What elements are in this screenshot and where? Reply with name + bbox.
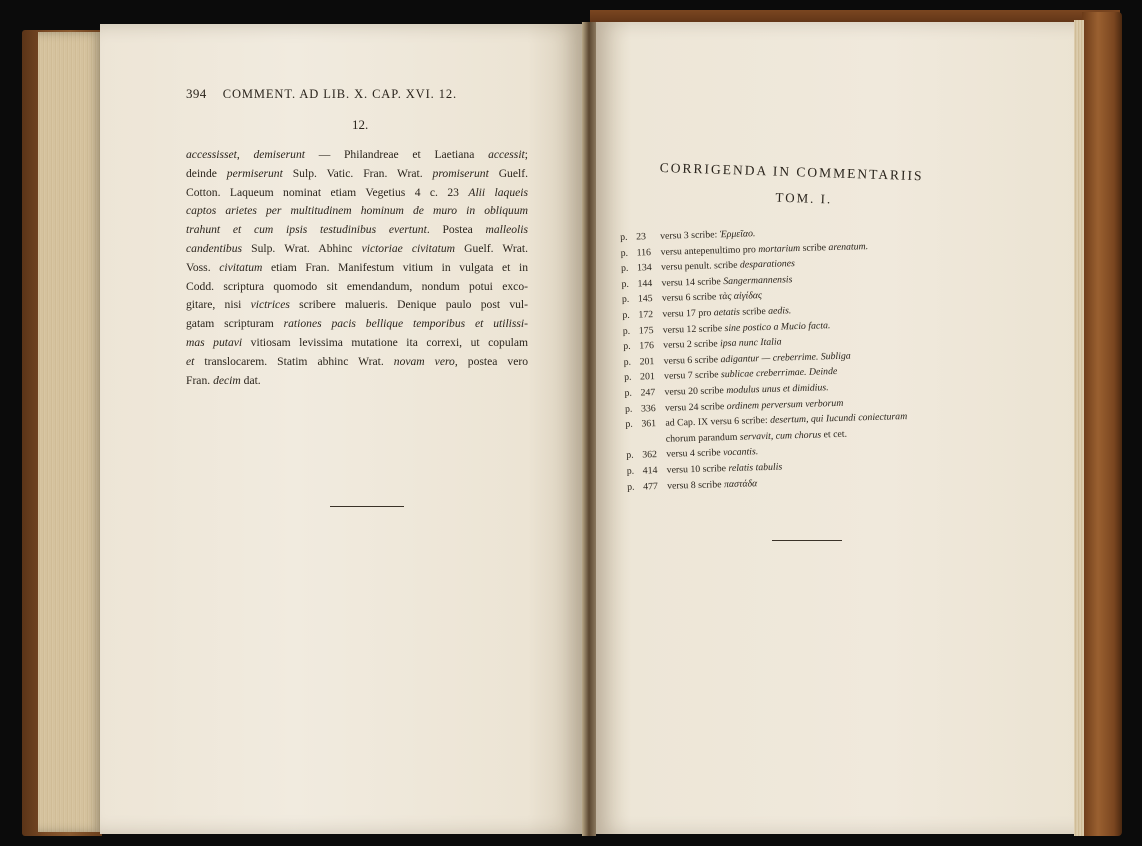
page-abbrev: p. (624, 387, 633, 399)
corrigendum-page: 176 (639, 340, 655, 352)
corrigendum-page: 175 (638, 324, 654, 337)
page-abbrev: p. (626, 450, 634, 462)
page-abbrev: p. (621, 278, 630, 290)
text-line: trahunt et cum ipsis testudinibus evertunt. Postea malleolis (186, 223, 528, 237)
corrigendum-text: versu 7 scribe sublicae creberrimae. Deinde (663, 366, 838, 383)
page-edges-left (38, 32, 104, 832)
page-abbrev: p. (627, 481, 635, 493)
corrigendum-page: 201 (639, 355, 655, 368)
corrigendum-text: versu 14 scribe Sangermannensis (661, 273, 793, 289)
text-line: Fran. decim dat. (186, 373, 261, 387)
text-line: mas putavi vitiosam levissima mutatione ita correxi, ut copulam (186, 335, 528, 349)
page-abbrev: p. (626, 465, 635, 477)
corrigendum-text: versu penult. scribe desparationes (660, 258, 796, 274)
volume-label: TOM. I. (775, 189, 833, 207)
page-abbrev: p. (620, 231, 628, 243)
corrigenda-title: CORRIGENDA IN COMMENTARIIS (659, 160, 924, 184)
corrigendum-page: 145 (637, 293, 653, 305)
running-header (186, 86, 457, 102)
section-number: 12. (352, 117, 369, 132)
corrigendum-text: versu 3 scribe: Ἑρμεῖαο. (660, 228, 756, 242)
closing-rule-left (330, 506, 404, 507)
text-line: candentibus Sulp. Wrat. Abhinc victoriae civitatum Guelf. Wrat. (186, 241, 528, 255)
text-line: gatam scripturam rationes pacis bellique temporibus et utilissi- (186, 317, 528, 331)
text-line: Voss. civitatum etiam Fran. Manifestum vitium in vulgata et in (186, 260, 528, 274)
page-abbrev: p. (623, 372, 632, 384)
corrigendum-page: 144 (637, 277, 653, 290)
corrigendum-text: versu antepenultimo pro mortarium scribe arenatum. (660, 240, 869, 258)
corrigendum-text: versu 8 scribe παστάδα (667, 477, 758, 492)
corrigendum-continuation: chorum parandum servavit, cum chorus et cet. (665, 428, 848, 445)
corrigendum-page: 116 (636, 246, 652, 259)
page-abbrev: p. (622, 325, 631, 337)
running-title: COMMENT. AD LIB. X. CAP. XVI. 12. (222, 87, 458, 101)
corrigendum-page: 134 (636, 262, 652, 274)
text-line: accessisset, demiserunt — Philandreae et Laetiana accessit; (186, 148, 528, 161)
corrigendum-page: 362 (642, 449, 658, 461)
text-line: et translocarem. Statim abhinc Wrat. novam vero, postea vero (186, 354, 528, 368)
corrigendum-text: versu 2 scribe ipsa nunc Italia (663, 336, 782, 351)
text-line: deinde permiserunt Sulp. Vatic. Fran. Wrat. promiserunt Guelf. (186, 166, 528, 180)
corrigendum-page: 247 (640, 387, 656, 399)
corrigendum-page: 336 (640, 402, 656, 415)
corrigendum-text: versu 20 scribe modulus unus et dimidius. (664, 382, 829, 398)
page-abbrev: p. (624, 403, 633, 415)
text-line: gitare, nisi victrices scribere malueris. Denique paulo post vul- (186, 298, 528, 312)
page-abbrev: p. (625, 418, 633, 431)
page-number: 394 (186, 86, 207, 101)
book-gutter (582, 22, 596, 836)
corrigendum-text: versu 17 pro aetatis scribe aedis. (662, 305, 792, 320)
corrigendum-text: versu 10 scribe relatis tabulis (666, 461, 783, 476)
page-edges-right (1074, 20, 1084, 836)
corrigendum-text: versu 6 scribe adigantur — creberrime. Subliga (663, 350, 851, 367)
page-abbrev: p. (622, 309, 630, 321)
corrigendum-page: 172 (638, 309, 654, 321)
text-line: Cotton. Laqueum nominat etiam Vegetius 4 c. 23 Alii laqueis (186, 185, 528, 199)
corrigendum-page: 361 (641, 418, 657, 430)
page-abbrev: p. (621, 294, 630, 306)
corrigendum-text: ad Cap. IX versu 6 scribe: desertum, qui Iucundi coniecturam (665, 411, 908, 429)
closing-rule-right (772, 540, 842, 541)
commentary-text (186, 146, 528, 390)
text-line: captos arietes per multitudinem hominum de muro in obliquum (186, 204, 528, 218)
text-line: Codd. scriptura quomodo sit emendandum, nondum potui exco- (186, 279, 528, 293)
corrigendum-page: 23 (636, 231, 647, 243)
corrigendum-page: 414 (642, 464, 658, 477)
page-abbrev: p. (623, 340, 631, 353)
corrigendum-page: 477 (643, 480, 659, 492)
page-abbrev: p. (623, 356, 632, 368)
book-cover-right (1082, 12, 1122, 836)
corrigendum-text: versu 6 scribe τὰς αἰγίδας (661, 290, 763, 305)
page-abbrev: p. (620, 247, 629, 259)
corrigendum-page: 201 (639, 371, 655, 383)
corrigendum-text: versu 24 scribe ordinem perversum verborum (664, 397, 844, 414)
corrigenda-list (620, 220, 987, 495)
page-abbrev: p. (620, 262, 629, 275)
corrigendum-text: versu 4 scribe vocantis. (666, 446, 759, 461)
corrigendum-text: versu 12 scribe sine postico a Mucio facta. (662, 319, 831, 336)
